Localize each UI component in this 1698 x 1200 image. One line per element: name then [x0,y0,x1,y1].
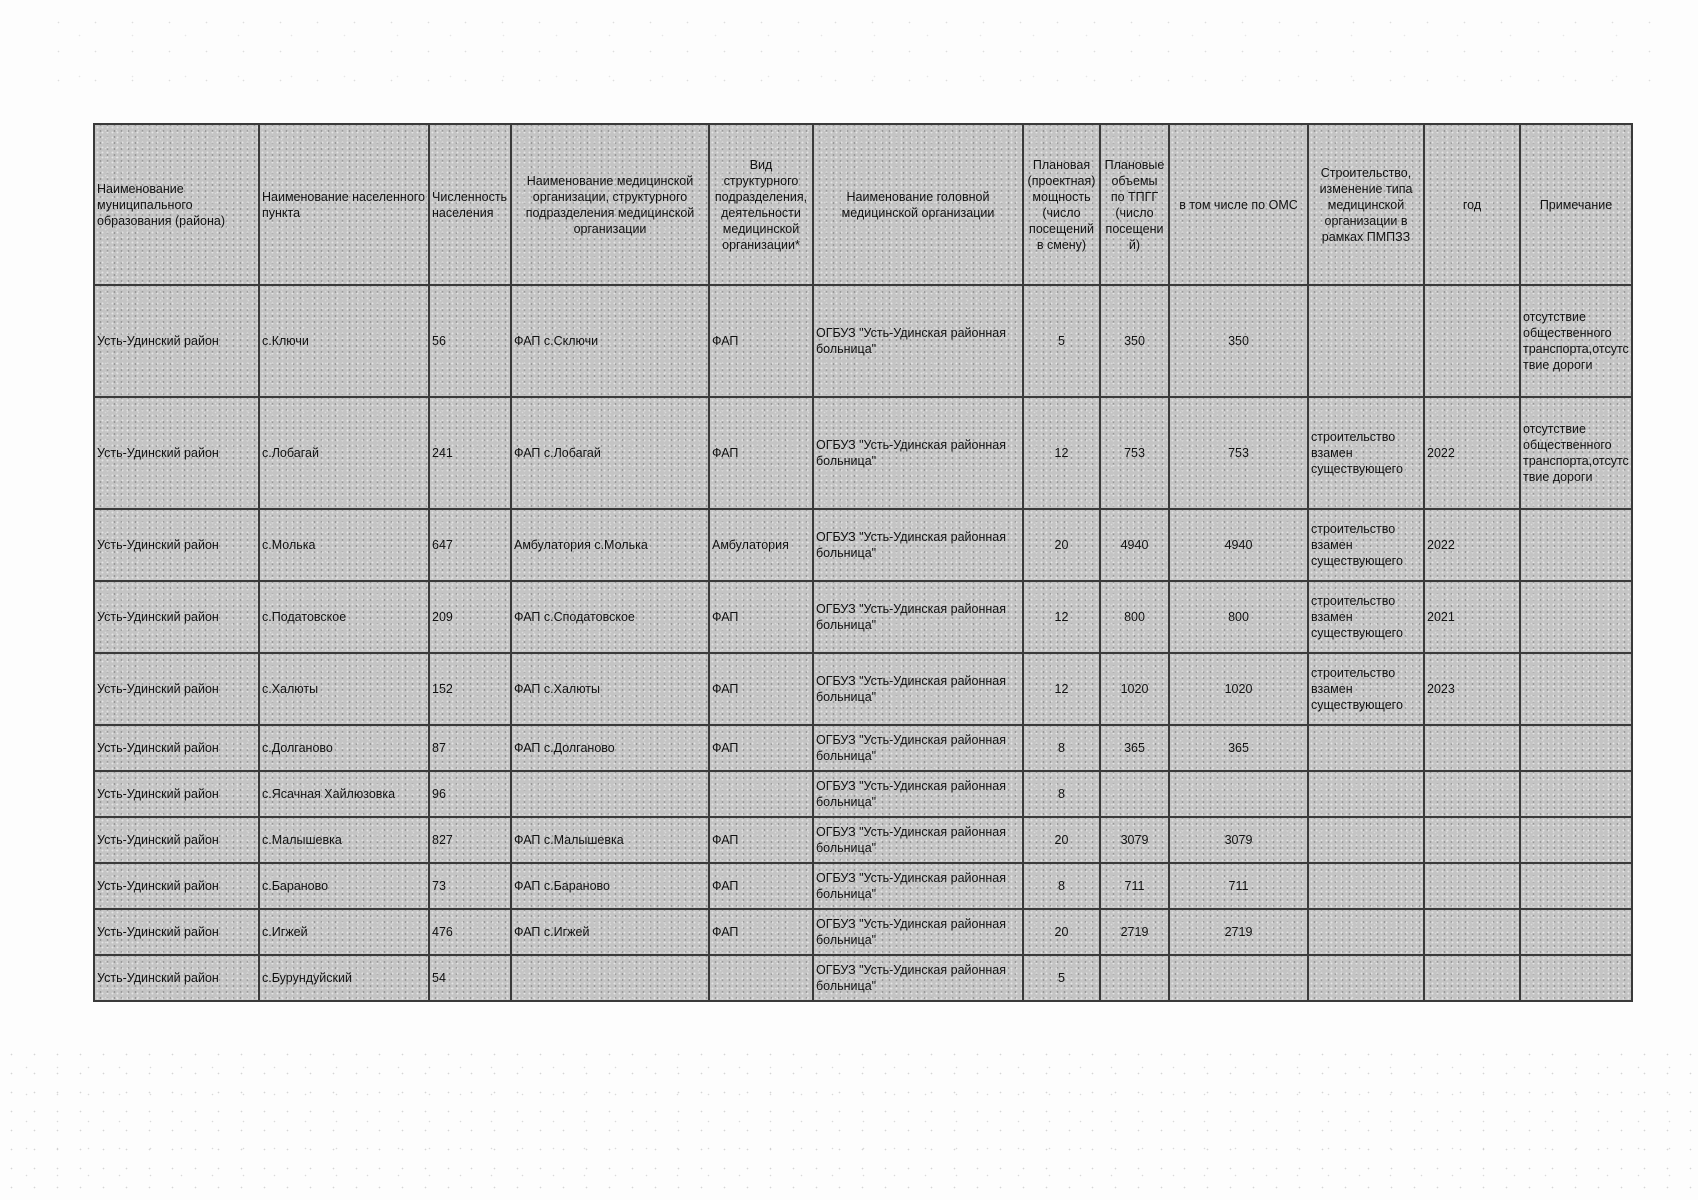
table-body [94,285,1632,1001]
cell-organization: ФАП с.Долганово [511,725,709,771]
cell-construction [1308,909,1424,955]
table-row [94,285,1632,397]
cell-construction: строительство взамен существующего [1308,509,1424,581]
cell-district: Усть-Удинский район [94,509,259,581]
cell-capacity: 8 [1023,863,1100,909]
cell-planned-volume: 350 [1100,285,1169,397]
cell-year [1424,725,1520,771]
cell-planned-volume: 711 [1100,863,1169,909]
cell-organization: ФАП с.Сподатовское [511,581,709,653]
cell-settlement: с.Ключи [259,285,429,397]
scan-noise-bottom [0,1045,1698,1200]
cell-district: Усть-Удинский район [94,725,259,771]
cell-planned-volume: 3079 [1100,817,1169,863]
header-oms: в том числе по ОМС [1169,124,1308,285]
header-population: Численность населения [429,124,511,285]
cell-population: 209 [429,581,511,653]
cell-oms: 350 [1169,285,1308,397]
cell-unit-type: ФАП [709,863,813,909]
cell-year: 2021 [1424,581,1520,653]
cell-organization: ФАП с.Халюты [511,653,709,725]
cell-construction [1308,863,1424,909]
cell-oms: 3079 [1169,817,1308,863]
header-district: Наименование муниципального образования (района) [94,124,259,285]
cell-planned-volume: 1020 [1100,653,1169,725]
cell-year [1424,909,1520,955]
cell-construction: строительство взамен существующего [1308,397,1424,509]
cell-district: Усть-Удинский район [94,581,259,653]
cell-district: Усть-Удинский район [94,653,259,725]
cell-capacity: 12 [1023,581,1100,653]
cell-note [1520,863,1632,909]
table-row [94,397,1632,509]
cell-organization [511,955,709,1001]
cell-parent-organization: ОГБУЗ "Усть-Удинская районная больница" [813,581,1023,653]
cell-construction [1308,285,1424,397]
cell-capacity: 5 [1023,955,1100,1001]
cell-oms: 1020 [1169,653,1308,725]
cell-planned-volume: 2719 [1100,909,1169,955]
cell-population: 73 [429,863,511,909]
cell-planned-volume: 753 [1100,397,1169,509]
cell-population: 241 [429,397,511,509]
scan-noise-top [40,8,1660,108]
cell-settlement: с.Халюты [259,653,429,725]
cell-organization: Амбулатория с.Молька [511,509,709,581]
cell-construction [1308,771,1424,817]
cell-parent-organization: ОГБУЗ "Усть-Удинская районная больница" [813,771,1023,817]
table-row [94,771,1632,817]
header-year: год [1424,124,1520,285]
cell-oms: 753 [1169,397,1308,509]
cell-note [1520,581,1632,653]
header-construction: Строительство, изменение типа медицинской организации в рамках ПМПЗЗ [1308,124,1424,285]
table-row [94,817,1632,863]
cell-parent-organization: ОГБУЗ "Усть-Удинская районная больница" [813,955,1023,1001]
cell-settlement: с.Малышевка [259,817,429,863]
cell-year [1424,285,1520,397]
cell-oms: 800 [1169,581,1308,653]
cell-organization: ФАП с.Бараново [511,863,709,909]
cell-settlement: с.Лобагай [259,397,429,509]
cell-unit-type: ФАП [709,725,813,771]
cell-organization: ФАП с.Лобагай [511,397,709,509]
cell-note [1520,909,1632,955]
cell-settlement: с.Долганово [259,725,429,771]
cell-unit-type [709,771,813,817]
cell-year [1424,863,1520,909]
cell-capacity: 5 [1023,285,1100,397]
cell-construction: строительство взамен существующего [1308,581,1424,653]
header-row [94,124,1632,285]
cell-population: 56 [429,285,511,397]
cell-oms: 4940 [1169,509,1308,581]
cell-population: 152 [429,653,511,725]
cell-population: 96 [429,771,511,817]
cell-settlement: с.Бараново [259,863,429,909]
cell-capacity: 20 [1023,817,1100,863]
cell-unit-type: ФАП [709,397,813,509]
cell-population: 476 [429,909,511,955]
cell-district: Усть-Удинский район [94,909,259,955]
cell-oms [1169,771,1308,817]
cell-year [1424,771,1520,817]
cell-district: Усть-Удинский район [94,817,259,863]
cell-population: 87 [429,725,511,771]
cell-unit-type: ФАП [709,653,813,725]
header-organization: Наименование медицинской организации, структурного подразделения медицинской организации [511,124,709,285]
cell-parent-organization: ОГБУЗ "Усть-Удинская районная больница" [813,909,1023,955]
cell-district: Усть-Удинский район [94,285,259,397]
cell-note: отсутствие общественного транспорта,отсутствие дороги [1520,285,1632,397]
cell-year [1424,955,1520,1001]
cell-note [1520,509,1632,581]
header-unit-type: Вид структурного подразделения, деятельности медицинской организации* [709,124,813,285]
cell-unit-type: ФАП [709,909,813,955]
header-settlement: Наименование населенного пункта [259,124,429,285]
cell-organization [511,771,709,817]
cell-parent-organization: ОГБУЗ "Усть-Удинская районная больница" [813,509,1023,581]
cell-parent-organization: ОГБУЗ "Усть-Удинская районная больница" [813,817,1023,863]
cell-organization: ФАП с.Малышевка [511,817,709,863]
cell-capacity: 20 [1023,509,1100,581]
cell-planned-volume: 365 [1100,725,1169,771]
header-planned-volume: Плановые объемы по ТПГГ (число посещений) [1100,124,1169,285]
cell-unit-type: ФАП [709,817,813,863]
table-row [94,955,1632,1001]
cell-parent-organization: ОГБУЗ "Усть-Удинская районная больница" [813,397,1023,509]
cell-district: Усть-Удинский район [94,771,259,817]
cell-district: Усть-Удинский район [94,863,259,909]
cell-planned-volume [1100,771,1169,817]
cell-capacity: 12 [1023,653,1100,725]
cell-district: Усть-Удинский район [94,955,259,1001]
cell-construction [1308,725,1424,771]
cell-oms: 711 [1169,863,1308,909]
cell-capacity: 12 [1023,397,1100,509]
cell-construction [1308,817,1424,863]
cell-unit-type [709,955,813,1001]
cell-oms [1169,955,1308,1001]
cell-year [1424,817,1520,863]
cell-population: 827 [429,817,511,863]
cell-year: 2023 [1424,653,1520,725]
cell-construction: строительство взамен существующего [1308,653,1424,725]
cell-planned-volume: 800 [1100,581,1169,653]
cell-settlement: с.Молька [259,509,429,581]
cell-note [1520,725,1632,771]
cell-unit-type: ФАП [709,581,813,653]
table-row [94,725,1632,771]
cell-capacity: 20 [1023,909,1100,955]
cell-capacity: 8 [1023,771,1100,817]
cell-capacity: 8 [1023,725,1100,771]
cell-population: 54 [429,955,511,1001]
header-capacity: Плановая (проектная) мощность (число посещений в смену) [1023,124,1100,285]
header-note: Примечание [1520,124,1632,285]
cell-unit-type: Амбулатория [709,509,813,581]
cell-note [1520,653,1632,725]
table-row [94,863,1632,909]
table-row [94,581,1632,653]
table-row [94,509,1632,581]
cell-organization: ФАП с.Сключи [511,285,709,397]
cell-settlement: с.Ясачная Хайлюзовка [259,771,429,817]
cell-construction [1308,955,1424,1001]
cell-settlement: с.Игжей [259,909,429,955]
table-row [94,909,1632,955]
cell-oms: 2719 [1169,909,1308,955]
cell-settlement: с.Податовское [259,581,429,653]
cell-oms: 365 [1169,725,1308,771]
cell-year: 2022 [1424,397,1520,509]
cell-note [1520,771,1632,817]
cell-parent-organization: ОГБУЗ "Усть-Удинская районная больница" [813,653,1023,725]
facilities-table [93,123,1633,1002]
cell-note: отсутствие общественного транспорта,отсутствие дороги [1520,397,1632,509]
cell-planned-volume [1100,955,1169,1001]
cell-planned-volume: 4940 [1100,509,1169,581]
cell-district: Усть-Удинский район [94,397,259,509]
header-parent-organization: Наименование головной медицинской организации [813,124,1023,285]
table-row [94,653,1632,725]
cell-parent-organization: ОГБУЗ "Усть-Удинская районная больница" [813,285,1023,397]
cell-parent-organization: ОГБУЗ "Усть-Удинская районная больница" [813,725,1023,771]
cell-organization: ФАП с.Игжей [511,909,709,955]
cell-note [1520,955,1632,1001]
cell-population: 647 [429,509,511,581]
cell-parent-organization: ОГБУЗ "Усть-Удинская районная больница" [813,863,1023,909]
cell-year: 2022 [1424,509,1520,581]
cell-settlement: с.Бурундуйский [259,955,429,1001]
cell-unit-type: ФАП [709,285,813,397]
cell-note [1520,817,1632,863]
